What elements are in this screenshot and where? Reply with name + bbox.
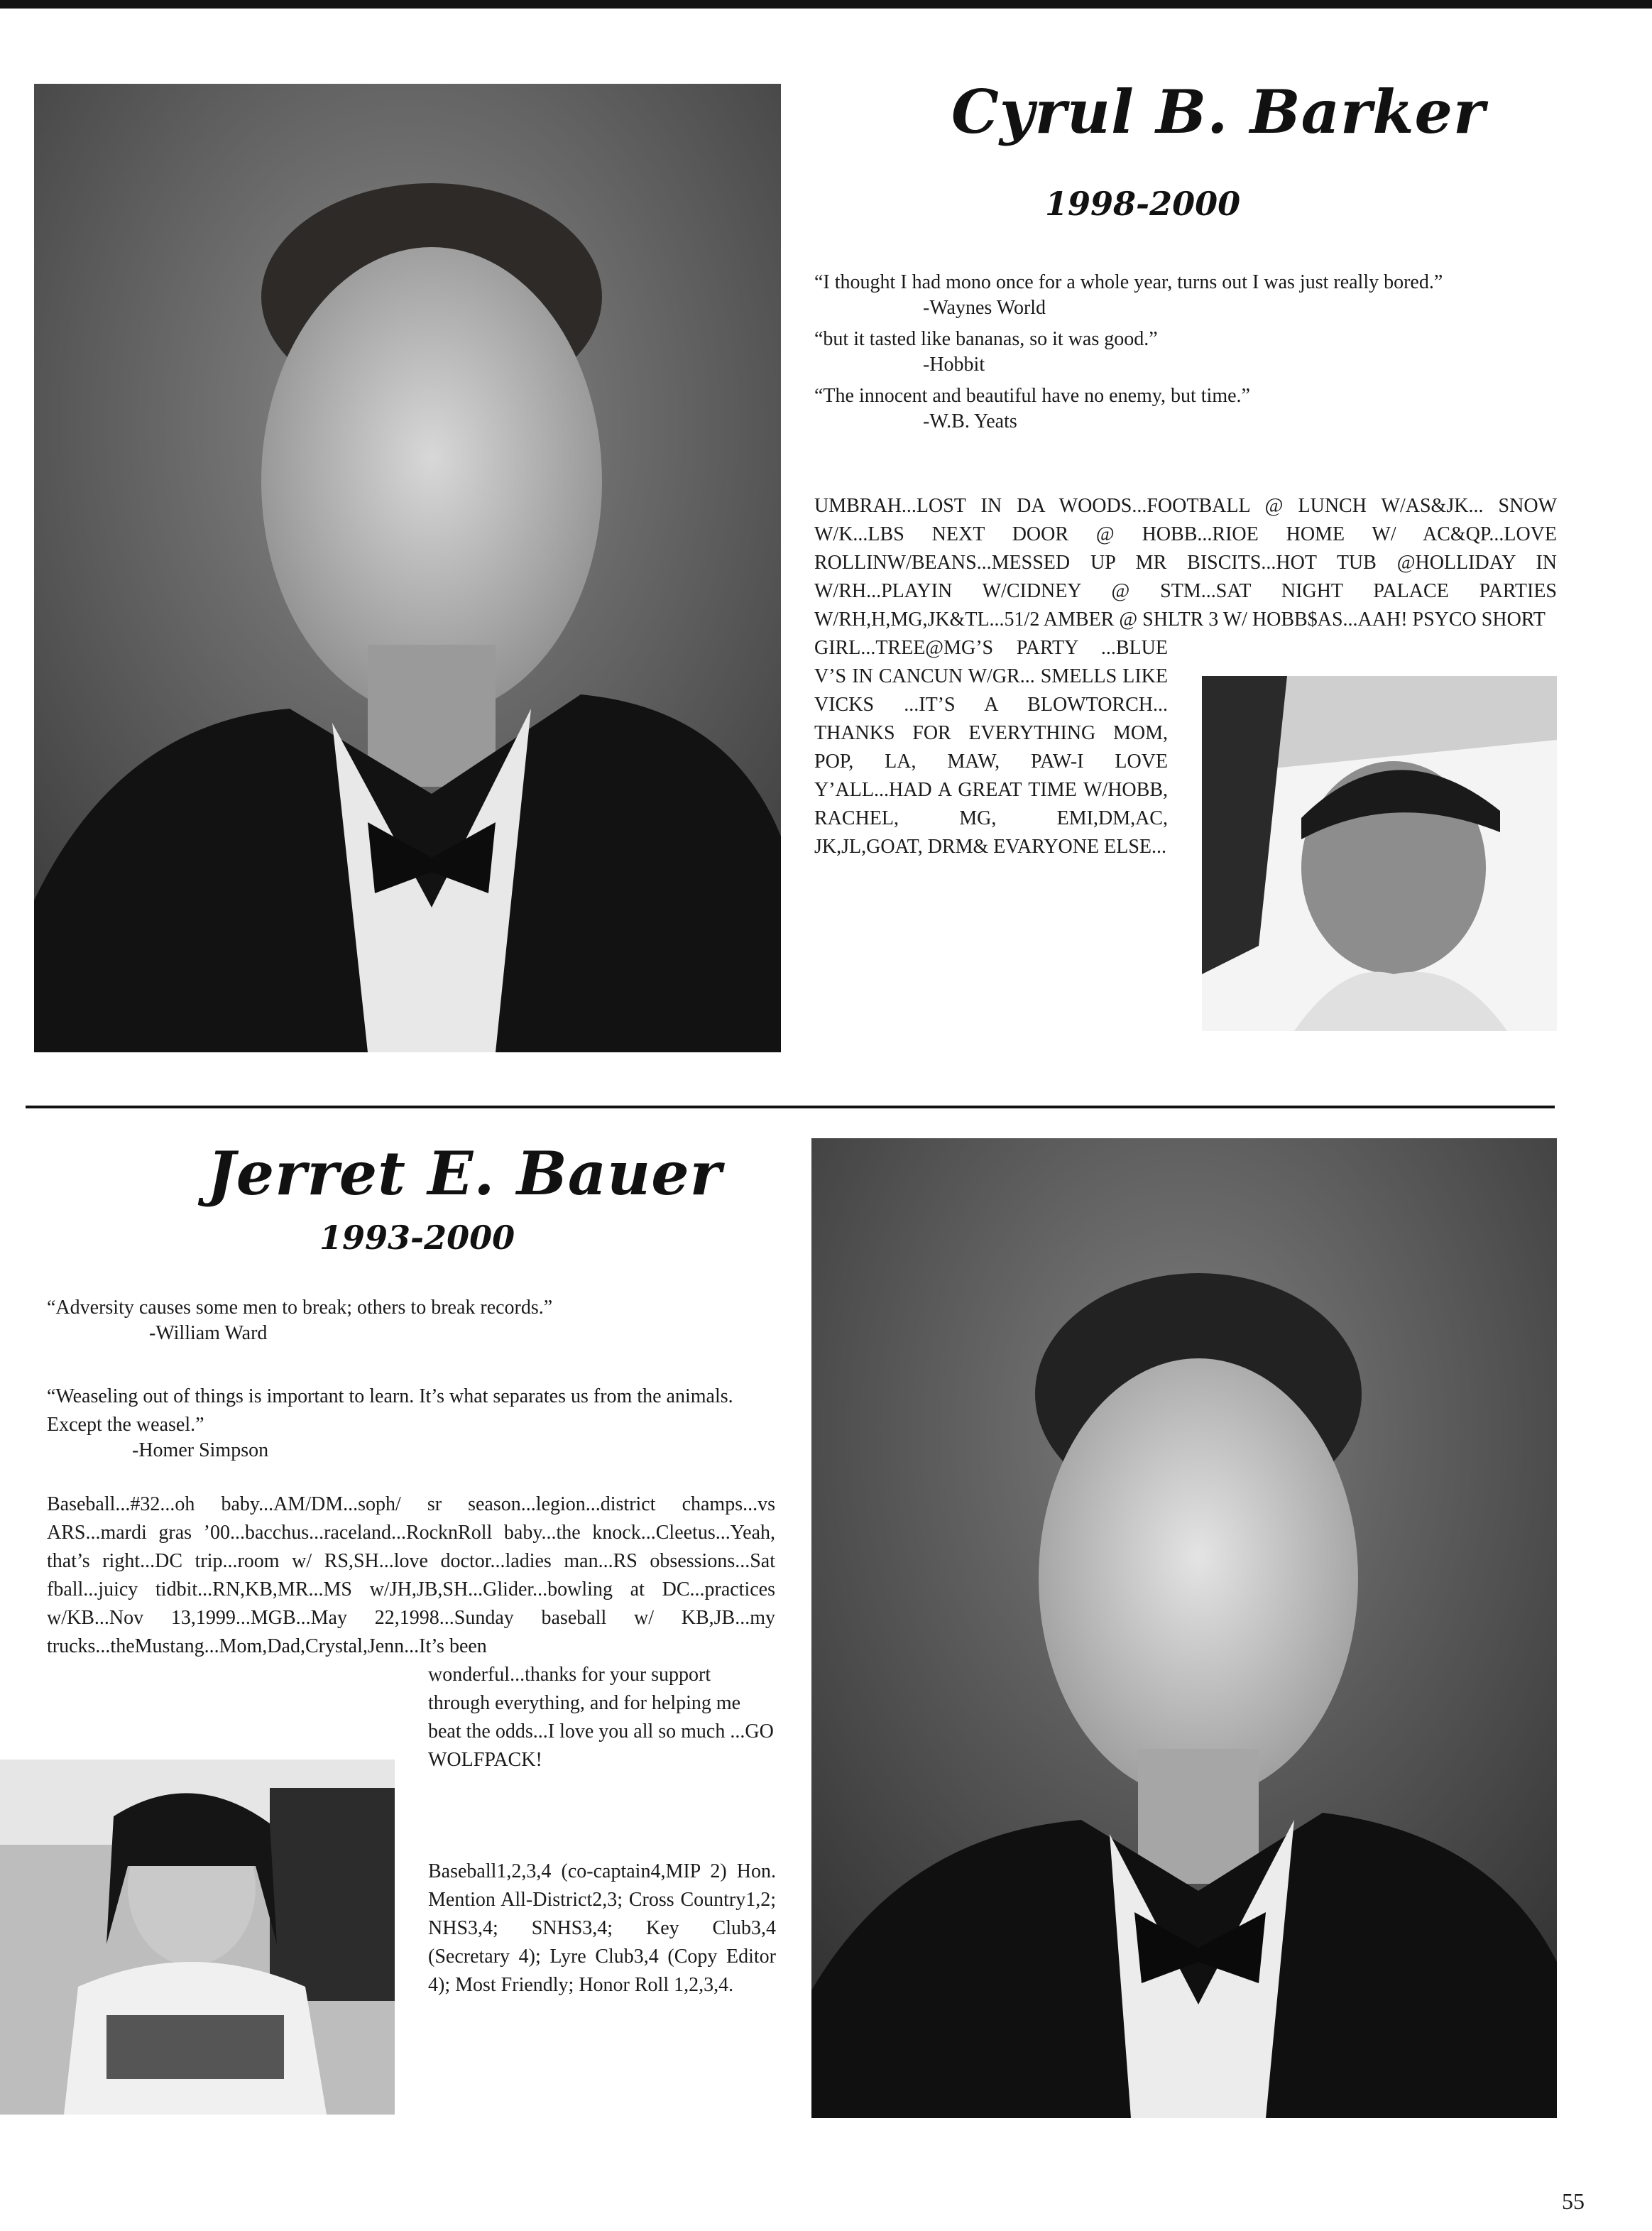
- bauer-years: 1993-2000: [319, 1218, 515, 1257]
- bauer-quote-1: “Adversity causes some men to break; others to break records.”: [47, 1297, 553, 1319]
- bauer-quote-2-attribution: -Homer Simpson: [132, 1439, 269, 1461]
- barker-quote-3: “The innocent and beautiful have no enemy, but time.”: [814, 385, 1250, 407]
- bauer-memories: Baseball...#32...oh baby...AM/DM...soph/ sr season...legion...district champs...vs ARS...mardi gras ’00...bacchus...raceland...RocknRoll baby...the knock...Cleetus...Yeah, that’s right...DC trip...room w/ RS,SH...love doctor...ladies man...RS obsessions...Sat fball...juicy tidbit...RN,KB,MR...MS w/JH,JB,SH...Glider...bowling at DC...practices w/KB...Nov 13,1999...MGB...May 22,1998...Sunday baseball w/ KB,JB...my trucks...theMustang...Mom,Dad,Crystal,Jenn...It’s been: [47, 1493, 775, 1657]
- barker-quote-3-attribution: -W.B. Yeats: [923, 410, 1017, 432]
- bauer-candid-photo: [0, 1760, 395, 2115]
- bauer-quote-2: “Weaseling out of things is important to learn. It’s what separates us from the animals. Except the weasel.”: [47, 1385, 733, 1436]
- barker-portrait-photo: [34, 84, 781, 1052]
- bauer-activities: Baseball1,2,3,4 (co-captain4,MIP 2) Hon. Mention All-District2,3; Cross Country1,2; NHS3,4; SNHS3,4; Key Club3,4 (Secretary 4); Lyre Club3,4 (Copy Editor 4); Most Friendly; Honor Roll 1,2,3,4.: [428, 1860, 776, 1996]
- barker-name: Cyrul B. Barker: [951, 77, 1486, 147]
- barker-years: 1998-2000: [1045, 185, 1241, 223]
- barker-memories-continued: GIRL...TREE@MG’S PARTY ...BLUE V’S IN CANCUN W/GR... SMELLS LIKE VICKS ...IT’S A BLOWTORCH... THANKS FOR EVERYTHING MOM, POP, LA, MAW, PAW-I LOVE Y’ALL...HAD A GREAT TIME W/HOBB, RACHEL, MG, EMI,DM,AC, JK,JL,GOAT, DRM& EVARYONE ELSE...: [814, 637, 1168, 858]
- barker-quote-2: “but it tasted like bananas, so it was good.”: [814, 328, 1158, 350]
- barker-quote-2-attribution: -Hobbit: [923, 354, 985, 376]
- bauer-quote-1-attribution: -William Ward: [149, 1322, 268, 1344]
- page-number: 55: [1562, 2188, 1585, 2214]
- bauer-memories-continued: wonderful...thanks for your support through everything, and for helping me beat the odds...I love you all so much ...GO WOLFPACK!: [428, 1664, 774, 1771]
- section-divider: [26, 1106, 1555, 1108]
- bauer-name: Jerret E. Bauer: [207, 1138, 722, 1209]
- barker-memories: UMBRAH...LOST IN DA WOODS...FOOTBALL @ LUNCH W/AS&JK... SNOW W/K...LBS NEXT DOOR @ HOBB...RIOE HOME W/ AC&QP...LOVE ROLLINW/BEANS...MESSED UP MR BISCITS...HOT TUB @HOLLIDAY IN W/RH...PLAYIN W/CIDNEY @ STM...SAT NIGHT PALACE PARTIES W/RH,H,MG,JK&TL...51/2 AMBER @ SHLTR 3 W/ HOBB$AS...AAH! PSYCO SHORT: [814, 495, 1557, 631]
- barker-candid-photo: [1202, 676, 1557, 1031]
- barker-quote-1-attribution: -Waynes World: [923, 297, 1046, 319]
- bauer-portrait-photo: [811, 1138, 1557, 2118]
- top-border: [0, 0, 1652, 9]
- barker-quote-1: “I thought I had mono once for a whole year, turns out I was just really bored.”: [814, 271, 1443, 293]
